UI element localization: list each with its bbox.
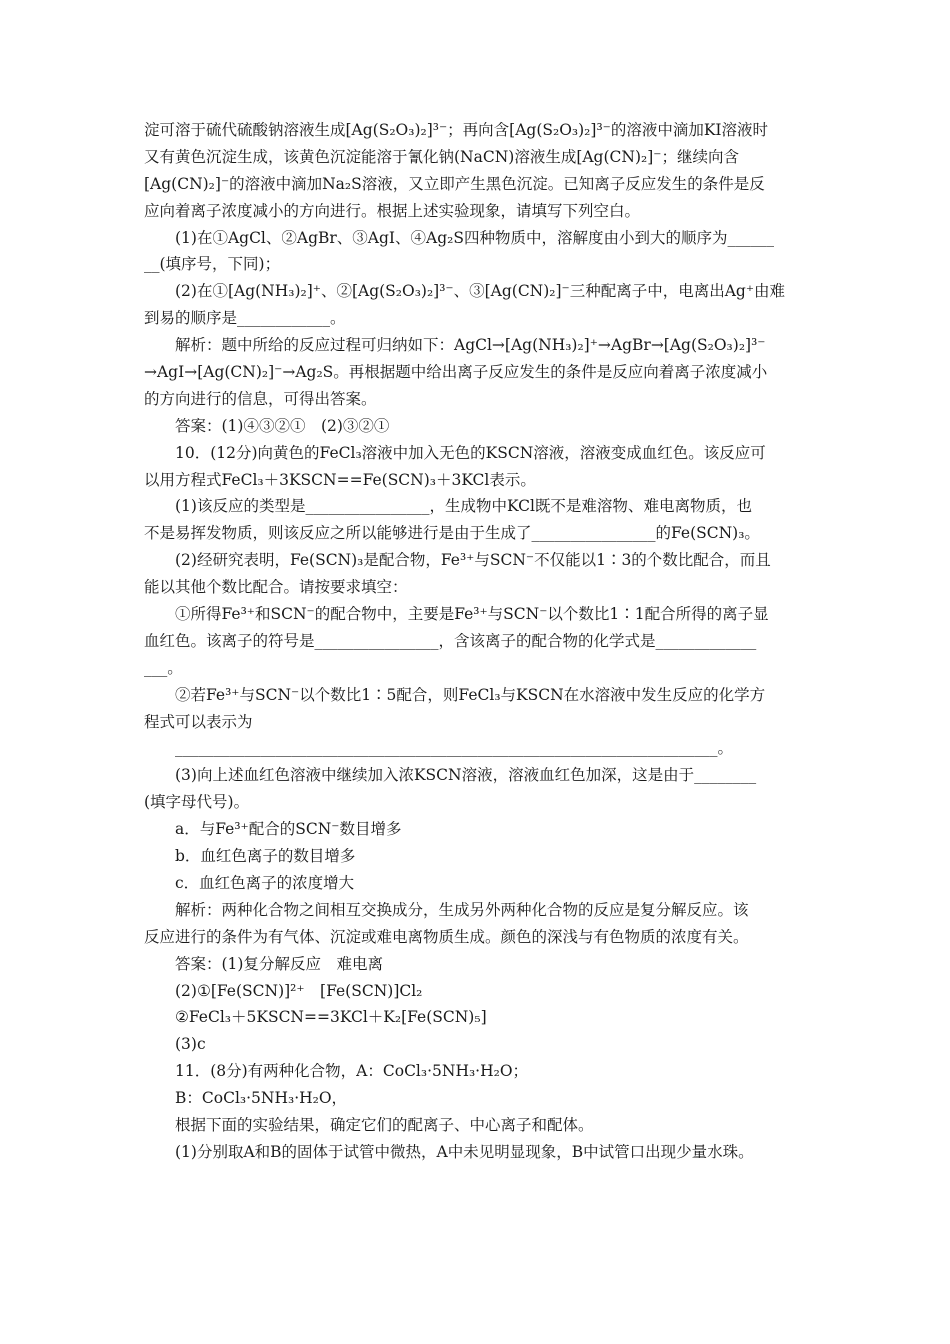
document-body <box>144 117 808 1166</box>
text-line: (3)向上述血红色溶液中继续加入浓KSCN溶液，溶液血红色加深，这是由于________ <box>175 766 757 785</box>
text-line: 11．(8分)有两种化合物，A：CoCl₃·5NH₃·H₂O； <box>175 1062 529 1081</box>
text-line: (1)该反应的类型是________________，生成物中KCl既不是难溶物、难电离物质，也 <box>175 497 752 516</box>
text-line: 10．(12分)向黄色的FeCl₃溶液中加入无色的KSCN溶液，溶液变成血红色。该反应可 <box>175 443 766 462</box>
text-line: 应向着离子浓度减小的方向进行。根据上述实验现象，请填写下列空白。 <box>144 201 641 220</box>
text-line: (2)在①[Ag(NH₃)₂]⁺、②[Ag(S₂O₃)₂]³⁻、③[Ag(CN)₂]⁻三种配离子中，电离出Ag⁺由难 <box>175 282 786 301</box>
text-line: ___。 <box>144 658 183 677</box>
text-line: 淀可溶于硫代硫酸钠溶液生成[Ag(S₂O₃)₂]³⁻；再向含[Ag(S₂O₃)₂]³⁻的溶液中滴加KI溶液时 <box>144 121 769 139</box>
text-line: B：CoCl₃·5NH₃·H₂O， <box>175 1089 348 1108</box>
text-line: a．与Fe³⁺配合的SCN⁻数目增多 <box>175 820 402 839</box>
text-line: 到易的顺序是____________。 <box>144 309 346 328</box>
text-line: ②若Fe³⁺与SCN⁻以个数比1∶5配合，则FeCl₃与KSCN在水溶液中发生反应的化学方 <box>175 685 766 704</box>
text-line: 能以其他个数比配合。请按要求填空： <box>144 578 408 597</box>
text-line: [Ag(CN)₂]⁻的溶液中滴加Na₂S溶液，又立即产生黑色沉淀。已知离子反应发生的条件是反 <box>144 174 765 193</box>
text-line: 根据下面的实验结果，确定它们的配离子、中心离子和配体。 <box>175 1115 594 1134</box>
text-line: 反应进行的条件为有气体、沉淀或难电离物质生成。颜色的深浅与有色物质的浓度有关。 <box>144 927 749 946</box>
text-line: (1)在①AgCl、②AgBr、③AgI、④Ag₂S四种物质中，溶解度由小到大的顺序为______ <box>175 228 774 247</box>
text-line: 程式可以表示为 <box>144 712 253 731</box>
text-line: 解析：题中所给的反应过程可归纳如下：AgCl→[Ag(NH₃)₂]⁺→AgBr→[Ag(S₂O₃)₂]³⁻ <box>175 336 766 355</box>
text-line: (填字母代号)。 <box>144 793 250 812</box>
text-line: 的方向进行的信息，可得出答案。 <box>144 389 377 408</box>
text-line: ②FeCl₃＋5KSCN==3KCl＋K₂[Fe(SCN)₅] <box>175 1008 487 1027</box>
text-line: 答案：(1)④③②① (2)③②① <box>175 416 390 435</box>
text-line: 答案：(1)复分解反应 难电离 <box>175 954 383 973</box>
text-line: b．血红色离子的数目增多 <box>175 847 356 866</box>
text-line: 不是易挥发物质，则该反应之所以能够进行是由于生成了________________的Fe(SCN)₃。 <box>144 524 760 543</box>
text-line: (2)经研究表明，Fe(SCN)₃是配合物，Fe³⁺与SCN⁻不仅能以1∶3的个数比配合，而且 <box>175 551 771 570</box>
text-line: 以用方程式FeCl₃＋3KSCN==Fe(SCN)₃＋3KCl表示。 <box>144 470 536 489</box>
text-line: (2)①[Fe(SCN)]²⁺ [Fe(SCN)]Cl₂ <box>175 981 423 1000</box>
text-line: 又有黄色沉淀生成，该黄色沉淀能溶于氰化钠(NaCN)溶液生成[Ag(CN)₂]⁻；继续向含 <box>144 147 739 166</box>
text-line: 解析：两种化合物之间相互交换成分，生成另外两种化合物的反应是复分解反应。该 <box>175 900 749 919</box>
text-line: c．血红色离子的浓度增大 <box>175 873 355 892</box>
text-line: ______________________________________________________________________。 <box>175 739 734 758</box>
text-line: →AgI→[Ag(CN)₂]⁻→Ag₂S。再根据题中给出离子反应发生的条件是反应向着离子浓度减小 <box>144 363 768 382</box>
text-line: (1)分别取A和B的固体于试管中微热，A中未见明显现象，B中试管口出现少量水珠。 <box>175 1142 754 1161</box>
text-line: (3)c <box>175 1035 206 1054</box>
text-line: ①所得Fe³⁺和SCN⁻的配合物中，主要是Fe³⁺与SCN⁻以个数比1∶1配合所得的离子显 <box>175 605 769 624</box>
text-line: __(填序号，下同)； <box>144 255 281 274</box>
text-line: 血红色。该离子的符号是________________，含该离子的配合物的化学式是_____________ <box>144 631 757 650</box>
